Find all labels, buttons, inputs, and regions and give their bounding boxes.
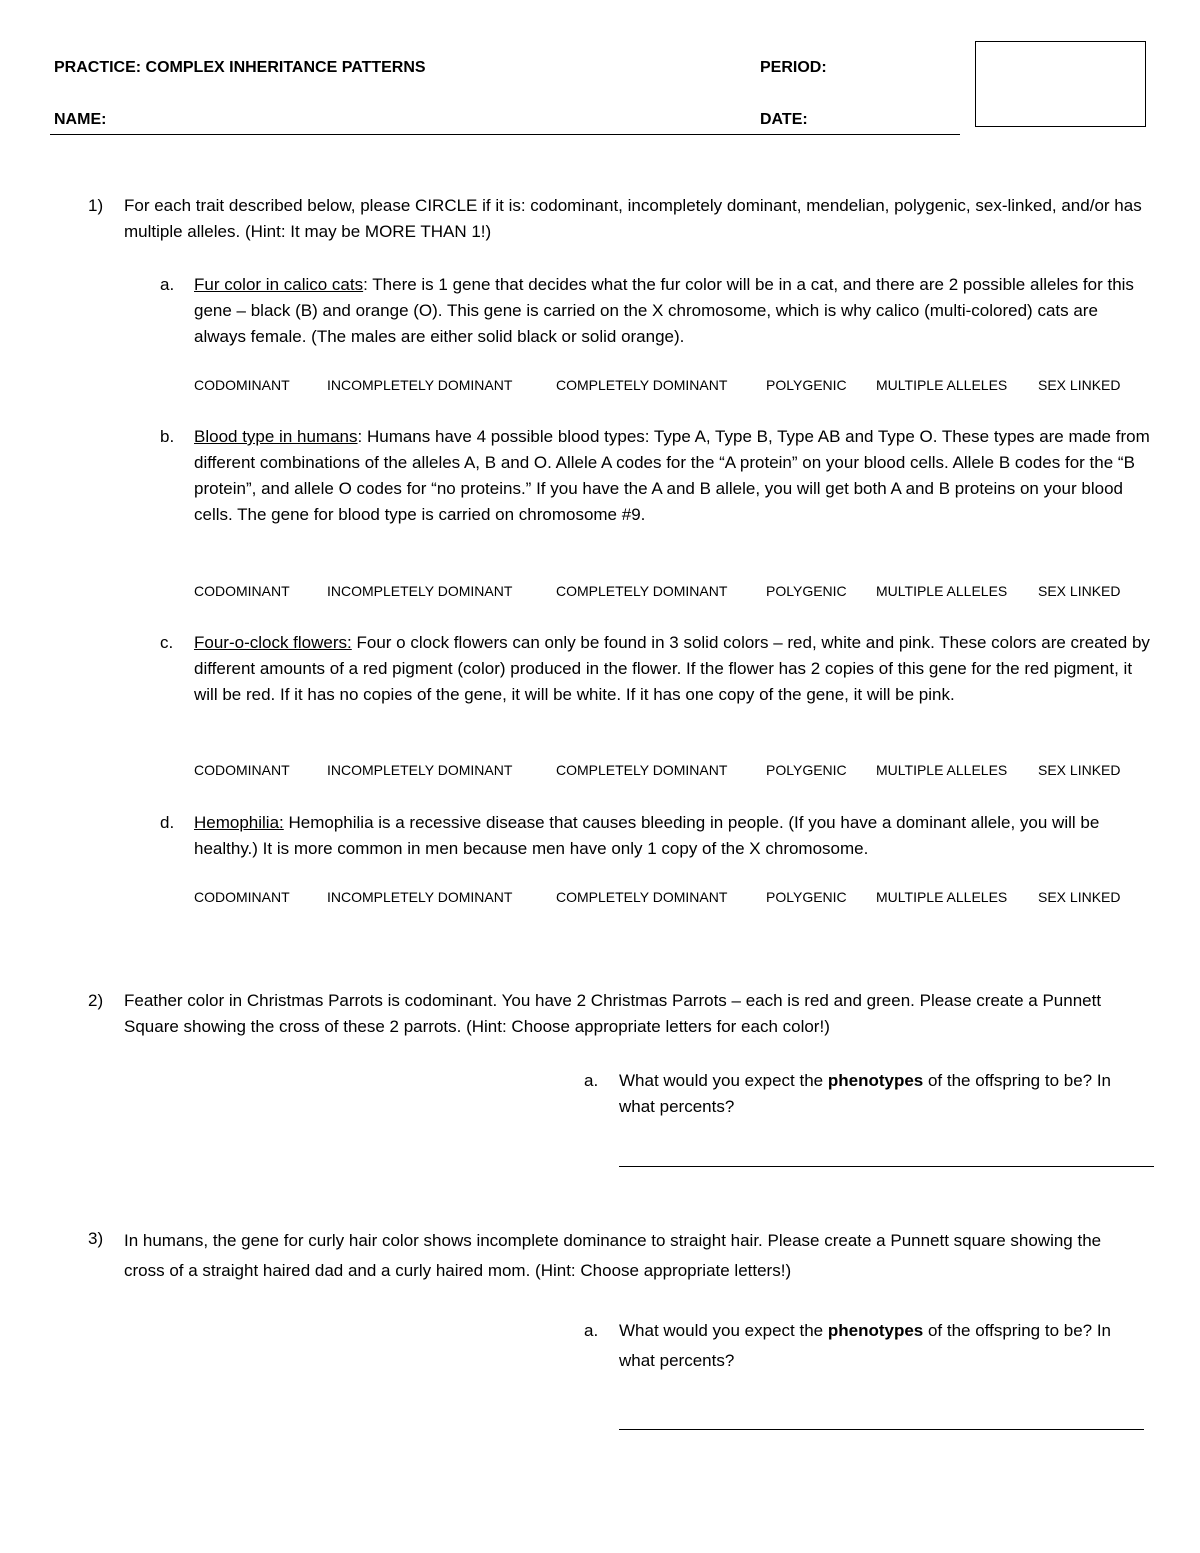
item-b-letter: b. <box>160 427 175 446</box>
option-completely-dominant[interactable]: COMPLETELY DOMINANT <box>556 377 728 393</box>
question-2a-text: What would you expect the phenotypes of the offspring to be? In what percents? <box>619 1071 1112 1116</box>
option-completely-dominant[interactable]: COMPLETELY DOMINANT <box>556 889 728 905</box>
option-incompletely-dominant[interactable]: INCOMPLETELY DOMINANT <box>327 583 513 599</box>
option-polygenic[interactable]: POLYGENIC <box>766 889 847 905</box>
option-multiple-alleles[interactable]: MULTIPLE ALLELES <box>876 889 1008 905</box>
option-codominant[interactable]: CODOMINANT <box>194 377 290 393</box>
option-multiple-alleles[interactable]: MULTIPLE ALLELES <box>876 583 1008 599</box>
option-codominant[interactable]: CODOMINANT <box>194 889 290 905</box>
option-codominant[interactable]: CODOMINANT <box>194 762 290 778</box>
option-sex-linked[interactable]: SEX LINKED <box>1038 889 1121 905</box>
option-polygenic[interactable]: POLYGENIC <box>766 762 847 778</box>
worksheet-title: PRACTICE: COMPLEX INHERITANCE PATTERNS <box>54 59 426 76</box>
option-completely-dominant[interactable]: COMPLETELY DOMINANT <box>556 583 728 599</box>
option-sex-linked[interactable]: SEX LINKED <box>1038 583 1121 599</box>
question-2-answer-line[interactable] <box>619 1166 1154 1167</box>
item-d-title: Hemophilia: <box>194 813 284 832</box>
question-3a-text: What would you expect the phenotypes of the offspring to be? In what percents? <box>619 1321 1112 1370</box>
question-3-number: 3) <box>88 1229 104 1248</box>
option-codominant[interactable]: CODOMINANT <box>194 583 290 599</box>
option-sex-linked[interactable]: SEX LINKED <box>1038 762 1121 778</box>
period-label: PERIOD: <box>760 59 827 76</box>
question-1-number: 1) <box>88 196 104 215</box>
item-c-text: Four-o-clock flowers: Four o clock flowers can only be found in 3 solid colors – red, white and pink. These colors are created by different amounts of a red pigment (color) produced in the flower. If the flower has 2 copies of this gene for the red pigment, it will be red. If it has no copies of the gene, it will be white. If it has one copy of the gene, it will be pink. <box>194 633 1150 704</box>
item-a-text: Fur color in calico cats: There is 1 gene that decides what the fur color will be in a cat, and there are 2 possible alleles for this gene – black (B) and orange (O). This gene is carried on the X chromosome, which is why calico (multi-colored) cats are always female. (The males are either solid black or solid orange). <box>194 275 1134 346</box>
question-3a-letter: a. <box>584 1321 599 1340</box>
option-polygenic[interactable]: POLYGENIC <box>766 377 847 393</box>
item-a-letter: a. <box>160 275 175 294</box>
option-incompletely-dominant[interactable]: INCOMPLETELY DOMINANT <box>327 377 513 393</box>
score-box <box>975 41 1146 127</box>
option-sex-linked[interactable]: SEX LINKED <box>1038 377 1121 393</box>
item-c-title: Four-o-clock flowers: <box>194 633 352 652</box>
question-2-text: Feather color in Christmas Parrots is codominant. You have 2 Christmas Parrots – each is red and green. Please create a Punnett Square showing the cross of these 2 parrots. (Hint: Choose appropriate letters for each color!) <box>124 991 1102 1036</box>
question-3-text: In humans, the gene for curly hair color shows incomplete dominance to straight hair. Please create a Punnett square showing the cross of a straight haired dad and a curly haired mom. (Hint: Choose appropriate letters!) <box>124 1231 1102 1280</box>
question-3-answer-line[interactable] <box>619 1429 1144 1430</box>
option-multiple-alleles[interactable]: MULTIPLE ALLELES <box>876 377 1008 393</box>
item-d-letter: d. <box>160 813 175 832</box>
item-d-text: Hemophilia: Hemophilia is a recessive disease that causes bleeding in people. (If you have a dominant allele, you will be healthy.) It is more common in men because men have only 1 copy of the X chromosome. <box>194 813 1100 858</box>
item-b-title: Blood type in humans <box>194 427 358 446</box>
header-divider <box>50 134 960 135</box>
item-c-letter: c. <box>160 633 174 652</box>
question-2a-letter: a. <box>584 1071 599 1090</box>
option-multiple-alleles[interactable]: MULTIPLE ALLELES <box>876 762 1008 778</box>
option-completely-dominant[interactable]: COMPLETELY DOMINANT <box>556 762 728 778</box>
option-polygenic[interactable]: POLYGENIC <box>766 583 847 599</box>
option-incompletely-dominant[interactable]: INCOMPLETELY DOMINANT <box>327 762 513 778</box>
name-label: NAME: <box>54 111 107 128</box>
question-1-text: For each trait described below, please CIRCLE if it is: codominant, incompletely dominant, mendelian, polygenic, sex-linked, and/or has multiple alleles. (Hint: It may be MORE THAN 1!) <box>124 196 1142 241</box>
item-b-text: Blood type in humans: Humans have 4 possible blood types: Type A, Type B, Type AB and Type O. These types are made from different combinations of the alleles A, B and O. Allele A codes for the “A protein” on your blood cells. Allele B codes for the “B protein”, and allele O codes for “no proteins.” If you have the A and B allele, you will get both A and B proteins on your blood cells. The gene for blood type is carried on chromosome #9. <box>194 427 1150 524</box>
date-label: DATE: <box>760 111 808 128</box>
option-incompletely-dominant[interactable]: INCOMPLETELY DOMINANT <box>327 889 513 905</box>
question-2-number: 2) <box>88 991 104 1010</box>
item-a-title: Fur color in calico cats <box>194 275 364 294</box>
